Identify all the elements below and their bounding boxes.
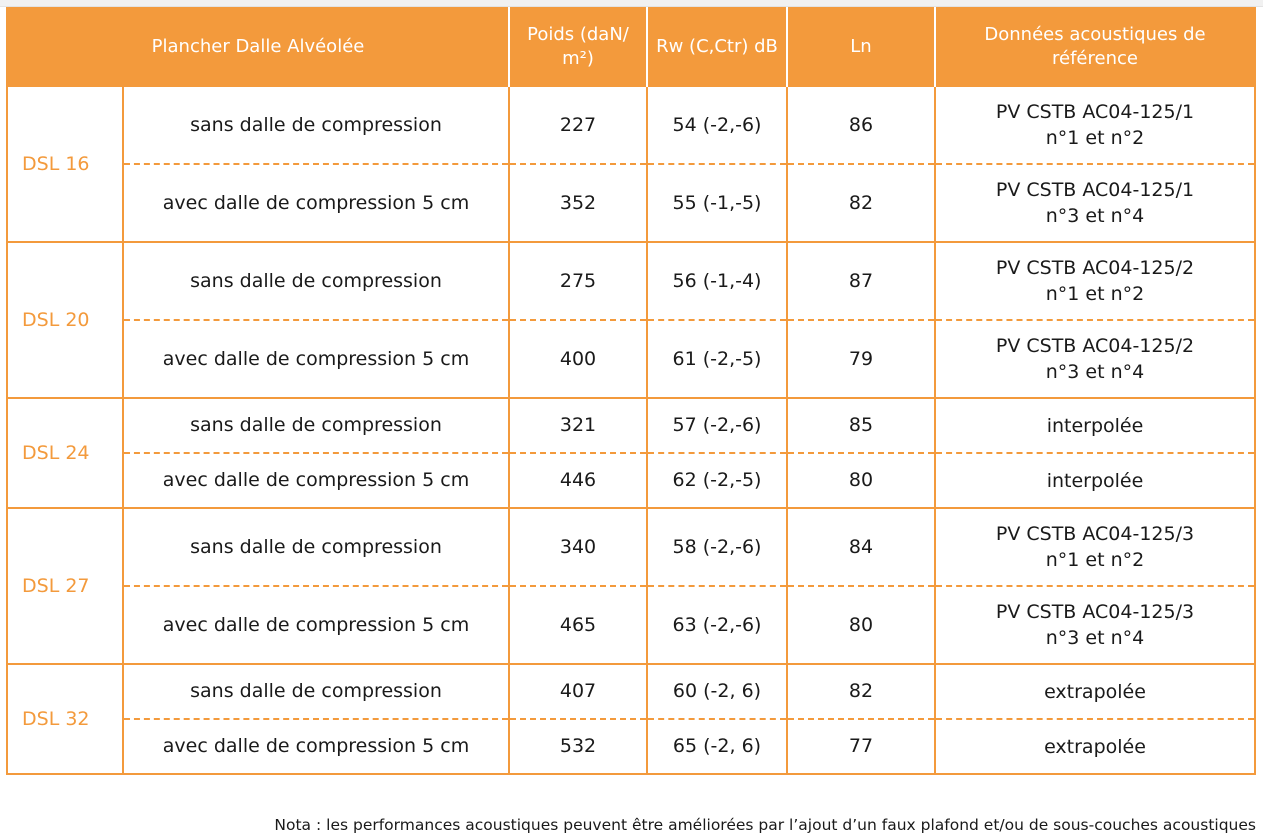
reference-line-2: n°1 et n°2 — [1045, 127, 1145, 149]
cell-reference — [935, 508, 1255, 586]
reference-line-1: PV CSTB AC04-125/2 — [995, 335, 1195, 357]
cell-poids: 407 — [509, 664, 647, 719]
cell-reference: interpolée — [935, 453, 1255, 508]
reference-line-1: PV CSTB AC04-125/1 — [995, 179, 1195, 201]
cell-rw: 60 (-2, 6) — [647, 664, 787, 719]
cell-poids: 532 — [509, 719, 647, 774]
header-ln: Ln — [787, 7, 935, 87]
group-label-dsl-27: DSL 27 — [7, 508, 123, 664]
cell-poids: 340 — [509, 508, 647, 586]
cell-rw: 57 (-2,-6) — [647, 398, 787, 453]
cell-reference — [935, 87, 1255, 164]
cell-variant: avec dalle de compression 5 cm — [123, 719, 509, 774]
cell-rw: 56 (-1,-4) — [647, 242, 787, 320]
cell-rw: 61 (-2,-5) — [647, 320, 787, 398]
reference-line-2: n°1 et n°2 — [1045, 283, 1145, 305]
cell-poids: 275 — [509, 242, 647, 320]
cell-poids: 465 — [509, 586, 647, 664]
cell-rw: 63 (-2,-6) — [647, 586, 787, 664]
cell-ln: 84 — [787, 508, 935, 586]
cell-ln: 82 — [787, 664, 935, 719]
acoustic-performance-table — [6, 7, 1256, 775]
cell-reference — [935, 586, 1255, 664]
cell-reference — [935, 164, 1255, 242]
table-row — [7, 453, 1255, 508]
reference-line-2: n°3 et n°4 — [1045, 205, 1145, 227]
footnote: Nota : les performances acoustiques peuvent être améliorées par l’ajout d’un faux plafond et/ou de sous-couches acoustiques — [274, 816, 1256, 834]
cell-ln: 80 — [787, 586, 935, 664]
table-row — [7, 719, 1255, 774]
cell-variant: sans dalle de compression — [123, 508, 509, 586]
cell-ln: 80 — [787, 453, 935, 508]
reference-line-1: PV CSTB AC04-125/2 — [995, 257, 1195, 279]
cell-ln: 86 — [787, 87, 935, 164]
cell-rw: 58 (-2,-6) — [647, 508, 787, 586]
cell-poids: 352 — [509, 164, 647, 242]
header-row — [7, 7, 1255, 87]
cell-rw: 65 (-2, 6) — [647, 719, 787, 774]
header-plancher: Plancher Dalle Alvéolée — [7, 7, 509, 87]
cell-poids: 446 — [509, 453, 647, 508]
table-row — [7, 508, 1255, 586]
cell-rw: 54 (-2,-6) — [647, 87, 787, 164]
group-label-dsl-20: DSL 20 — [7, 242, 123, 398]
cell-reference — [935, 242, 1255, 320]
reference-line-1: PV CSTB AC04-125/3 — [995, 601, 1195, 623]
group-label-dsl-16: DSL 16 — [7, 87, 123, 242]
cell-variant: sans dalle de compression — [123, 87, 509, 164]
reference-line-1: PV CSTB AC04-125/3 — [995, 523, 1195, 545]
cell-ln: 77 — [787, 719, 935, 774]
table-row — [7, 664, 1255, 719]
cell-ln: 79 — [787, 320, 935, 398]
cell-variant: sans dalle de compression — [123, 664, 509, 719]
reference-line-1: PV CSTB AC04-125/1 — [995, 101, 1195, 123]
cell-variant: sans dalle de compression — [123, 398, 509, 453]
table-row — [7, 164, 1255, 242]
group-label-dsl-32: DSL 32 — [7, 664, 123, 774]
cell-variant: sans dalle de compression — [123, 242, 509, 320]
cell-reference: extrapolée — [935, 719, 1255, 774]
cell-poids: 321 — [509, 398, 647, 453]
header-poids: Poids (daN/ m²) — [509, 7, 647, 87]
cell-variant: avec dalle de compression 5 cm — [123, 453, 509, 508]
reference-line-2: n°3 et n°4 — [1045, 361, 1145, 383]
table-row — [7, 398, 1255, 453]
header-rw: Rw (C,Ctr) dB — [647, 7, 787, 87]
header-reference: Données acoustiques de référence — [935, 7, 1255, 87]
cell-rw: 55 (-1,-5) — [647, 164, 787, 242]
cell-poids: 400 — [509, 320, 647, 398]
group-label-dsl-24: DSL 24 — [7, 398, 123, 508]
table-row — [7, 586, 1255, 664]
cell-ln: 85 — [787, 398, 935, 453]
reference-line-2: n°1 et n°2 — [1045, 549, 1145, 571]
top-divider — [0, 0, 1263, 7]
cell-variant: avec dalle de compression 5 cm — [123, 586, 509, 664]
table-row — [7, 320, 1255, 398]
cell-variant: avec dalle de compression 5 cm — [123, 320, 509, 398]
cell-reference — [935, 320, 1255, 398]
cell-rw: 62 (-2,-5) — [647, 453, 787, 508]
cell-reference: interpolée — [935, 398, 1255, 453]
reference-line-2: n°3 et n°4 — [1045, 627, 1145, 649]
table-row — [7, 87, 1255, 164]
cell-poids: 227 — [509, 87, 647, 164]
cell-ln: 87 — [787, 242, 935, 320]
cell-reference: extrapolée — [935, 664, 1255, 719]
table-row — [7, 242, 1255, 320]
cell-variant: avec dalle de compression 5 cm — [123, 164, 509, 242]
cell-ln: 82 — [787, 164, 935, 242]
